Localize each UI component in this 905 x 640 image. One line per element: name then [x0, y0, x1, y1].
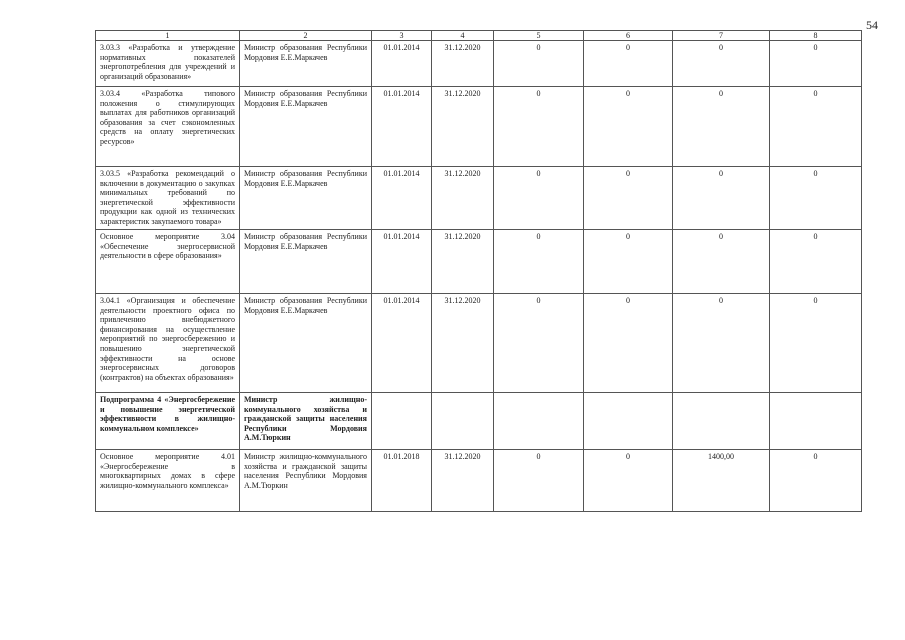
header-row: [96, 31, 862, 41]
value-cell-8: 0: [770, 41, 862, 87]
activity-name-cell: 3.03.3 «Разработка и утверждение нормативных показателей энергопотребления для учреждений и организаций образования»: [96, 41, 240, 87]
start-date-cell: 01.01.2014: [372, 167, 432, 230]
start-date-cell: 01.01.2018: [372, 450, 432, 512]
page-number: 54: [866, 18, 878, 32]
column-header: 8: [770, 31, 862, 41]
column-header: 6: [584, 31, 673, 41]
start-date-cell: 01.01.2014: [372, 294, 432, 393]
value-cell-6: 0: [584, 230, 673, 294]
executor-cell: Министр жилищно-коммунального хозяйства и гражданской защиты населения Республики Мордовия А.М.Тюркин: [240, 393, 372, 450]
table-row: [96, 230, 862, 294]
end-date-cell: 31.12.2020: [432, 450, 494, 512]
column-header: 4: [432, 31, 494, 41]
value-cell-5: 0: [494, 41, 584, 87]
table-row: [96, 393, 862, 450]
value-cell-8: 0: [770, 230, 862, 294]
value-cell-8: [770, 393, 862, 450]
value-cell-8: 0: [770, 167, 862, 230]
executor-cell: Министр образования Республики Мордовия Е.Е.Маркачев: [240, 41, 372, 87]
activity-name-cell: 3.04.1 «Организация и обеспечение деятельности проектного офиса по привлечению внебюджетного финансирования на осуществление мероприятий по энергосбережению и повышению энергетической эффективности на основе энергосервисных договоров (контрактов) на объектах образования»: [96, 294, 240, 393]
table-row: [96, 41, 862, 87]
executor-cell: Министр образования Республики Мордовия Е.Е.Маркачев: [240, 294, 372, 393]
end-date-cell: 31.12.2020: [432, 230, 494, 294]
subprogram-name-cell: Подпрограмма 4 «Энергосбережение и повышение энергетической эффективности в жилищно-коммунальном комплексе»: [96, 393, 240, 450]
table-row: [96, 294, 862, 393]
program-table: [95, 30, 862, 512]
value-cell-5: 0: [494, 230, 584, 294]
end-date-cell: 31.12.2020: [432, 294, 494, 393]
table-row: [96, 450, 862, 512]
column-header: 2: [240, 31, 372, 41]
value-cell-6: [584, 393, 673, 450]
value-cell-5: 0: [494, 87, 584, 167]
activity-name-cell: 3.03.5 «Разработка рекомендаций о включении в документацию о закупках минимальных требований по энергетической эффективности продукции как одной из технических характеристик закупаемого товара»: [96, 167, 240, 230]
value-cell-6: 0: [584, 167, 673, 230]
value-cell-7: 0: [673, 294, 770, 393]
value-cell-7: [673, 393, 770, 450]
value-cell-7: 0: [673, 41, 770, 87]
value-cell-5: 0: [494, 167, 584, 230]
value-cell-6: 0: [584, 450, 673, 512]
value-cell-5: 0: [494, 450, 584, 512]
value-cell-6: 0: [584, 41, 673, 87]
start-date-cell: [372, 393, 432, 450]
value-cell-6: 0: [584, 294, 673, 393]
end-date-cell: [432, 393, 494, 450]
value-cell-5: [494, 393, 584, 450]
value-cell-7: 1400,00: [673, 450, 770, 512]
value-cell-5: 0: [494, 294, 584, 393]
start-date-cell: 01.01.2014: [372, 41, 432, 87]
executor-cell: Министр образования Республики Мордовия Е.Е.Маркачев: [240, 230, 372, 294]
activity-name-cell: Основное мероприятие 3.04 «Обеспечение энергосервисной деятельности в сфере образования»: [96, 230, 240, 294]
value-cell-6: 0: [584, 87, 673, 167]
value-cell-7: 0: [673, 167, 770, 230]
value-cell-8: 0: [770, 294, 862, 393]
column-header: 3: [372, 31, 432, 41]
value-cell-7: 0: [673, 87, 770, 167]
table-row: [96, 87, 862, 167]
value-cell-8: 0: [770, 87, 862, 167]
end-date-cell: 31.12.2020: [432, 87, 494, 167]
executor-cell: Министр образования Республики Мордовия Е.Е.Маркачев: [240, 87, 372, 167]
column-header: 5: [494, 31, 584, 41]
value-cell-8: 0: [770, 450, 862, 512]
value-cell-7: 0: [673, 230, 770, 294]
column-header: 1: [96, 31, 240, 41]
table-row: [96, 167, 862, 230]
executor-cell: Министр жилищно-коммунального хозяйства и гражданской защиты населения Республики Мордовия А.М.Тюркин: [240, 450, 372, 512]
start-date-cell: 01.01.2014: [372, 230, 432, 294]
activity-name-cell: 3.03.4 «Разработка типового положения о стимулирующих выплатах для работников организаций образования за счет сэкономленных средств на оплату энергетических ресурсов»: [96, 87, 240, 167]
executor-cell: Министр образования Республики Мордовия Е.Е.Маркачев: [240, 167, 372, 230]
end-date-cell: 31.12.2020: [432, 41, 494, 87]
start-date-cell: 01.01.2014: [372, 87, 432, 167]
activity-name-cell: Основное мероприятие 4.01 «Энергосбережение в многоквартирных домах в сфере жилищно-коммунального комплекса»: [96, 450, 240, 512]
end-date-cell: 31.12.2020: [432, 167, 494, 230]
column-header: 7: [673, 31, 770, 41]
